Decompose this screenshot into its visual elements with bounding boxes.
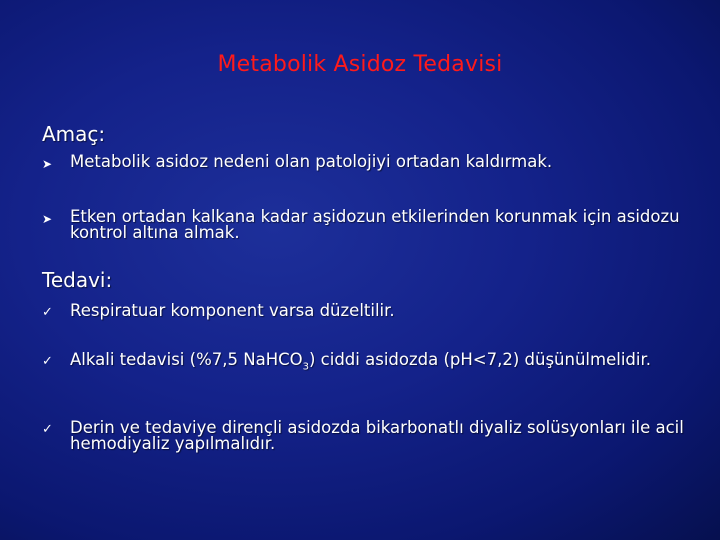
list-item-tedavi-3 <box>42 420 692 452</box>
checkmark-bullet-icon: ✓ <box>42 305 53 320</box>
checkmark-bullet-icon: ✓ <box>42 422 53 437</box>
list-item-tedavi-2 <box>42 352 692 371</box>
list-item-text: Etken ortadan kalkana kadar aşidozun etkilerinden korunmak için asidozu kontrol altına almak. <box>70 207 680 242</box>
list-item-text-before: Alkali tedavisi (%7,5 NaHCO <box>70 350 303 369</box>
list-item-amac-2 <box>42 209 692 241</box>
list-item-text-after: ) ciddi asidozda (pH<7,2) düşünülmelidir. <box>309 350 651 369</box>
arrow-bullet-icon: ➤ <box>42 157 53 171</box>
checkmark-bullet-icon: ✓ <box>42 354 53 369</box>
arrow-bullet-icon: ➤ <box>42 212 53 226</box>
section-heading-tedavi: Tedavi: <box>42 268 113 292</box>
list-item-text <box>70 350 651 373</box>
section-heading-amac: Amaç: <box>42 122 106 146</box>
list-item-text: Derin ve tedaviye dirençli asidozda bikarbonatlı diyaliz solüsyonları ile acil hemodiyaliz yapılmalıdır. <box>70 418 684 453</box>
list-item-tedavi-1 <box>42 303 692 322</box>
list-item-amac-1 <box>42 154 692 173</box>
subscript-3: 3 <box>302 361 309 373</box>
list-item-text: Respiratuar komponent varsa düzeltilir. <box>70 301 395 320</box>
list-item-text: Metabolik asidoz nedeni olan patolojiyi ortadan kaldırmak. <box>70 152 553 171</box>
slide-title: Metabolik Asidoz Tedavisi <box>217 52 503 77</box>
